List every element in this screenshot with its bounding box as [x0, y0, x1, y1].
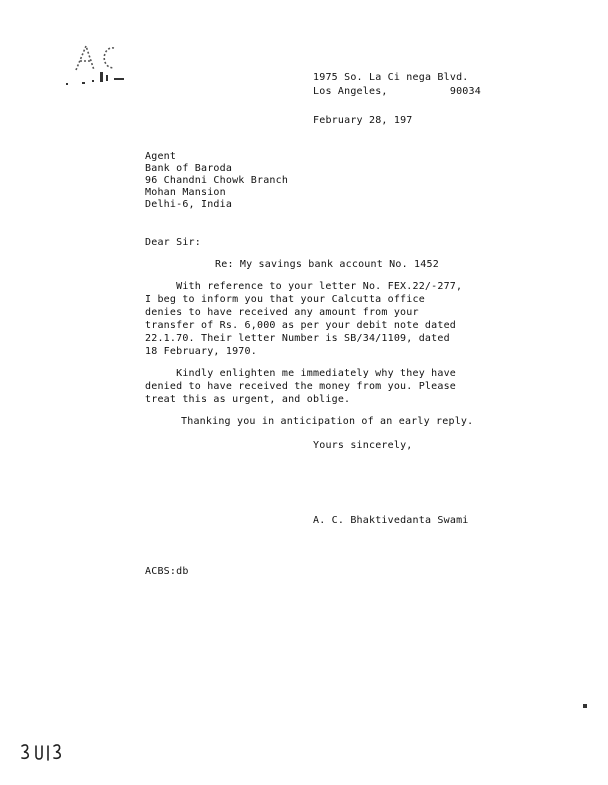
subject-line: Re: My savings bank account No. 1452	[215, 259, 439, 270]
recipient-line4: Mohan Mansion	[145, 187, 226, 198]
closing-line: Thanking you in anticipation of an early reply.	[181, 416, 474, 427]
recipient-line2: Bank of Baroda	[145, 163, 233, 174]
scan-speck	[583, 704, 587, 708]
paragraph1-line: 18 February, 1970.	[145, 346, 257, 357]
letter-date: February 28, 197	[313, 115, 413, 126]
salutation: Dear Sir:	[145, 237, 201, 248]
recipient-line3: 96 Chandni Chowk Branch	[145, 175, 289, 186]
paragraph1-line: With reference to your letter No. FEX.22/-277,	[145, 281, 463, 292]
recipient-line5: Delhi-6, India	[145, 199, 233, 210]
paragraph1-line: transfer of Rs. 6,000 as per your debit note dated	[145, 320, 457, 331]
sender-address-line2: Los Angeles, 90034	[313, 86, 481, 97]
sender-address-line1: 1975 So. La Ci̇ nega Blvd.	[313, 72, 469, 83]
paragraph1-line: 22.1.70. Their letter Number is SB/34/1109, dated	[145, 333, 450, 344]
paragraph1-line: I beg to inform you that your Calcutta office	[145, 294, 425, 305]
ac-stamp-icon	[58, 42, 138, 94]
paragraph2-line: treat this as urgent, and oblige.	[145, 394, 351, 405]
signature-name: A. C. Bhaktivedanta Swami	[313, 515, 469, 526]
reference-initials: ACBS:db	[145, 566, 189, 577]
paragraph2-line: denied to have received the money from you. Please	[145, 381, 457, 392]
recipient-line1: Agent	[145, 151, 177, 162]
letterhead-stamp	[58, 42, 138, 94]
handwritten-number-icon	[18, 738, 78, 768]
handwritten-mark	[18, 738, 78, 768]
paragraph2-line: Kindly enlighten me immediately why they have	[145, 368, 457, 379]
paragraph1-line: denies to have received any amount from your	[145, 307, 419, 318]
valediction: Yours sincerely,	[313, 440, 413, 451]
